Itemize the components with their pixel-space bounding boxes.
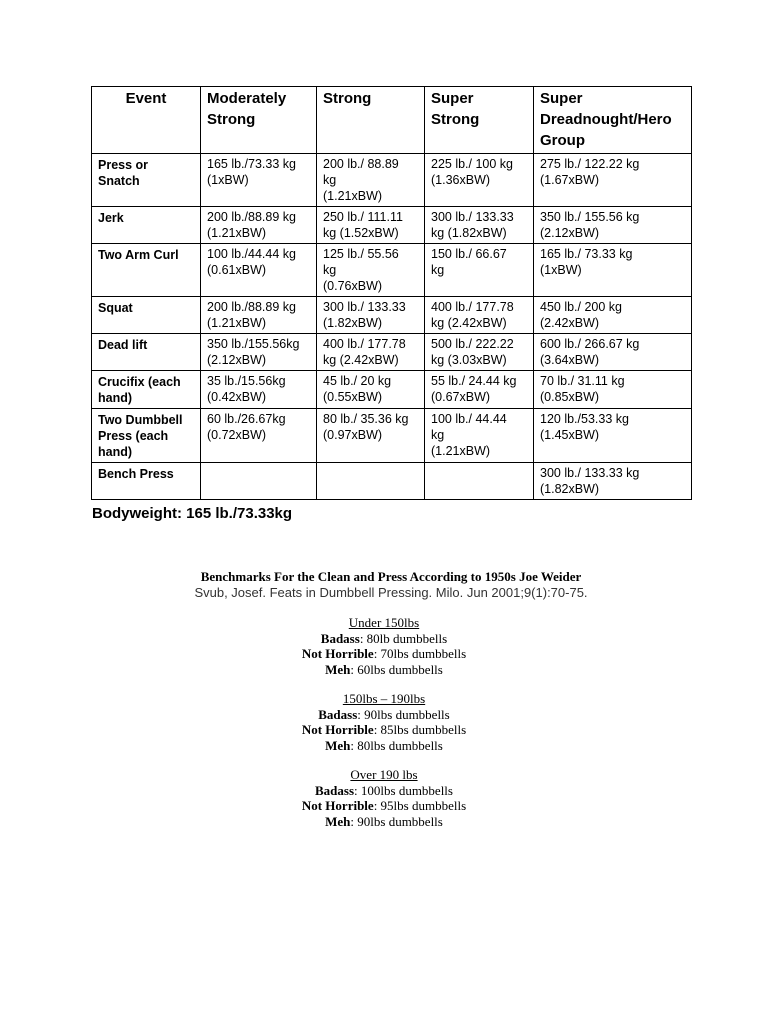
weight-value: (0.55xBW) (323, 390, 383, 404)
event-name: hand) (98, 391, 133, 405)
weight-value: kg (1.82xBW) (431, 226, 507, 240)
event-name: Jerk (98, 211, 124, 225)
event-name: Two Dumbbell (98, 413, 183, 427)
benchmark-dumbbell-weight: : 70lbs dumbbells (373, 646, 467, 661)
event-name: Squat (98, 301, 133, 315)
value-cell-super-strong (425, 334, 534, 371)
benchmark-dumbbell-weight: : 85lbs dumbbells (373, 722, 467, 737)
weight-value: 300 lb./ 133.33 (431, 210, 514, 224)
table-row (92, 297, 692, 334)
value-cell-super-strong (425, 371, 534, 409)
benchmark-line (0, 783, 768, 799)
table-header-row (92, 87, 692, 154)
weight-value: kg (431, 428, 445, 442)
benchmark-dumbbell-weight: : 60lbs dumbbells (350, 661, 443, 677)
table-row (92, 244, 692, 297)
weight-value: 250 lb./ 111.11 (323, 210, 403, 224)
benchmark-line (0, 722, 768, 738)
value-cell-moderately-strong (201, 207, 317, 244)
benchmark-line (0, 707, 768, 723)
benchmark-line (0, 798, 768, 814)
event-cell (92, 409, 201, 463)
event-cell (92, 154, 201, 207)
benchmark-dumbbell-weight: : 95lbs dumbbells (373, 798, 467, 813)
weight-value: (0.67xBW) (431, 390, 491, 404)
weight-value: 400 lb./ 177.78 (323, 337, 406, 351)
weight-value: (1.36xBW) (431, 173, 491, 187)
weight-class-heading: 150lbs – 190lbs (342, 691, 426, 706)
weight-value: (2.12xBW) (540, 226, 600, 240)
value-cell-moderately-strong (201, 463, 317, 500)
weight-value: (1.21xBW) (207, 226, 267, 240)
weight-value: (2.12xBW) (207, 353, 267, 367)
weight-value: 350 lb./155.56kg (207, 337, 300, 351)
weight-value: (1.21xBW) (431, 444, 491, 458)
event-cell (92, 463, 201, 500)
value-cell-super-dreadnought (534, 371, 692, 409)
benchmark-groups (0, 615, 768, 829)
weight-value: 100 lb./ 44.44 (431, 412, 507, 426)
benchmark-dumbbell-weight: : 80lbs dumbbells (350, 737, 443, 753)
event-name: Dead lift (98, 338, 148, 352)
benchmarks-citation: Svub, Josef. Feats in Dumbbell Pressing. Milo. Jun 2001;9(1):70-75. (194, 585, 588, 600)
value-cell-strong (317, 154, 425, 207)
benchmark-dumbbell-weight: : 90lbs dumbbells (350, 813, 443, 829)
benchmark-dumbbell-weight: : 80lb dumbbells (359, 630, 448, 646)
weight-value: (0.97xBW) (323, 428, 383, 442)
event-cell (92, 297, 201, 334)
value-cell-moderately-strong (201, 244, 317, 297)
weight-value: 35 lb./15.56kg (207, 374, 286, 388)
weight-value: 275 lb./ 122.22 kg (540, 157, 640, 171)
value-cell-moderately-strong (201, 334, 317, 371)
value-cell-super-strong (425, 154, 534, 207)
weight-value: 150 lb./ 66.67 (431, 247, 507, 261)
weight-value: 100 lb./44.44 kg (207, 247, 296, 261)
value-cell-moderately-strong (201, 409, 317, 463)
weight-value: 70 lb./ 31.11 kg (540, 374, 625, 388)
value-cell-moderately-strong (201, 297, 317, 334)
value-cell-super-strong (425, 297, 534, 334)
event-name: Snatch (98, 174, 140, 188)
weight-value: 55 lb./ 24.44 kg (431, 374, 517, 388)
weight-value: 165 lb./ 73.33 kg (540, 247, 633, 261)
weight-value: (1xBW) (540, 263, 582, 277)
weight-class-heading: Over 190 lbs (350, 767, 418, 782)
table-row (92, 409, 692, 463)
weight-value: (1.82xBW) (323, 316, 383, 330)
weight-value: 350 lb./ 155.56 kg (540, 210, 640, 224)
weight-value: 125 lb./ 55.56 (323, 247, 399, 261)
benchmark-level: Not Horrible (301, 646, 374, 661)
benchmark-level: Not Horrible (301, 798, 374, 813)
weight-value: 450 lb./ 200 kg (540, 300, 623, 314)
value-cell-super-dreadnought (534, 334, 692, 371)
weight-value: kg (2.42xBW) (323, 353, 399, 367)
weight-value: kg (2.42xBW) (431, 316, 507, 330)
weight-value: 120 lb./53.33 kg (540, 412, 629, 426)
value-cell-strong (317, 409, 425, 463)
weight-value: (1xBW) (207, 173, 249, 187)
benchmarks-title: Benchmarks For the Clean and Press According to 1950s Joe Weider (200, 569, 582, 584)
benchmark-dumbbell-weight: : 90lbs dumbbells (357, 706, 450, 722)
weight-class-heading: Under 150lbs (348, 615, 420, 630)
weight-value: (0.61xBW) (207, 263, 267, 277)
value-cell-moderately-strong (201, 371, 317, 409)
weight-value: 200 lb./88.89 kg (207, 210, 296, 224)
value-cell-super-strong (425, 207, 534, 244)
event-cell (92, 244, 201, 297)
strength-standards-table (91, 86, 692, 500)
value-cell-super-strong (425, 463, 534, 500)
weight-value: 200 lb./88.89 kg (207, 300, 296, 314)
weight-value: 225 lb./ 100 kg (431, 157, 514, 171)
benchmark-level: Meh (325, 813, 351, 829)
weight-value: (0.76xBW) (323, 279, 383, 293)
value-cell-super-dreadnought (534, 463, 692, 500)
benchmarks-section (0, 569, 768, 829)
column-header-event: Event (92, 87, 201, 154)
weight-value: 165 lb./73.33 kg (207, 157, 296, 171)
benchmark-line (0, 814, 768, 830)
event-cell (92, 334, 201, 371)
value-cell-super-dreadnought (534, 154, 692, 207)
benchmark-level: Not Horrible (301, 722, 374, 737)
benchmark-level: Badass (320, 630, 360, 646)
value-cell-super-strong (425, 244, 534, 297)
weight-value: 60 lb./26.67kg (207, 412, 286, 426)
value-cell-super-dreadnought (534, 409, 692, 463)
event-name: Press or (98, 158, 149, 172)
column-header-super-dreadnought: Super Dreadnought/Hero Group (534, 87, 692, 154)
weight-value: kg (431, 263, 445, 277)
value-cell-super-dreadnought (534, 297, 692, 334)
value-cell-strong (317, 207, 425, 244)
weight-value: 80 lb./ 35.36 kg (323, 412, 409, 426)
weight-value: (1.82xBW) (540, 482, 600, 496)
weight-value: 200 lb./ 88.89 (323, 157, 399, 171)
weight-value: (1.21xBW) (323, 189, 383, 203)
weight-value: kg (3.03xBW) (431, 353, 507, 367)
benchmark-line (0, 662, 768, 678)
table-body (92, 154, 692, 500)
weight-value: 600 lb./ 266.67 kg (540, 337, 640, 351)
weight-value: 500 lb./ 222.22 (431, 337, 514, 351)
value-cell-moderately-strong (201, 154, 317, 207)
weight-value: (0.85xBW) (540, 390, 600, 404)
weight-value: (0.42xBW) (207, 390, 267, 404)
table-row (92, 207, 692, 244)
table-row (92, 334, 692, 371)
value-cell-strong (317, 334, 425, 371)
column-header-super-strong: Super Strong (425, 87, 534, 154)
event-name: Bench Press (98, 467, 174, 481)
strength-standards-table-container (91, 86, 692, 500)
value-cell-super-dreadnought (534, 244, 692, 297)
weight-value: kg (323, 173, 337, 187)
value-cell-strong (317, 244, 425, 297)
benchmark-line (0, 738, 768, 754)
benchmark-line (0, 646, 768, 662)
weight-value: (0.72xBW) (207, 428, 267, 442)
bodyweight-label: Bodyweight: 165 lb./73.33kg (92, 505, 293, 522)
table-row (92, 463, 692, 500)
value-cell-strong (317, 371, 425, 409)
event-cell (92, 207, 201, 244)
weight-class-group (0, 615, 768, 677)
value-cell-strong (317, 463, 425, 500)
benchmark-line (0, 631, 768, 647)
benchmark-level: Badass (315, 782, 355, 798)
weight-value: kg (323, 263, 337, 277)
column-header-strong: Strong (317, 87, 425, 154)
benchmark-dumbbell-weight: : 100lbs dumbbells (354, 782, 453, 798)
weight-value: (1.67xBW) (540, 173, 600, 187)
weight-value: 45 lb./ 20 kg (323, 374, 392, 388)
benchmark-level: Meh (325, 737, 351, 753)
column-header-moderately-strong: Moderately Strong (201, 87, 317, 154)
table-row (92, 371, 692, 409)
value-cell-strong (317, 297, 425, 334)
benchmark-level: Badass (318, 706, 358, 722)
weight-value: kg (1.52xBW) (323, 226, 399, 240)
weight-class-group (0, 767, 768, 829)
event-name: Crucifix (each (98, 375, 181, 389)
weight-value: (3.64xBW) (540, 353, 600, 367)
weight-class-group (0, 691, 768, 753)
value-cell-super-dreadnought (534, 207, 692, 244)
event-name: Press (each (98, 429, 169, 443)
weight-value: 400 lb./ 177.78 (431, 300, 514, 314)
event-cell (92, 371, 201, 409)
weight-value: (1.21xBW) (207, 316, 267, 330)
table-row (92, 154, 692, 207)
event-name: Two Arm Curl (98, 248, 179, 262)
weight-value: 300 lb./ 133.33 kg (540, 466, 640, 480)
weight-value: 300 lb./ 133.33 (323, 300, 406, 314)
benchmark-level: Meh (325, 661, 351, 677)
weight-value: (2.42xBW) (540, 316, 600, 330)
weight-value: (1.45xBW) (540, 428, 600, 442)
value-cell-super-strong (425, 409, 534, 463)
event-name: hand) (98, 445, 133, 459)
